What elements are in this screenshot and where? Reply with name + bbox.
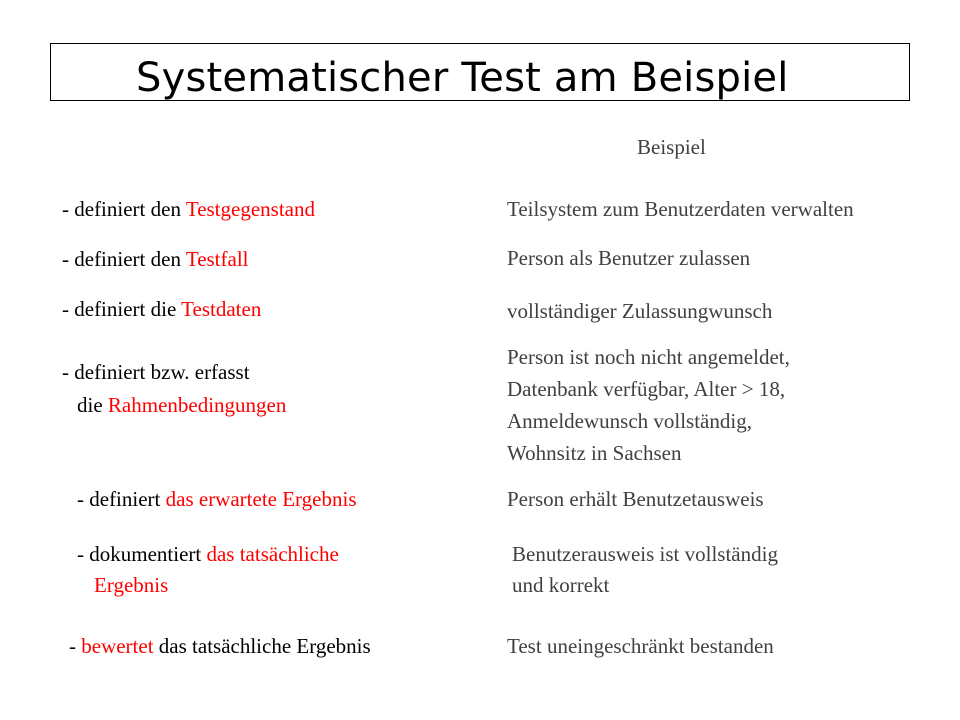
example-column-header: Beispiel: [637, 135, 706, 159]
example-rahmenbedingungen-line1: Person ist noch nicht angemeldet,: [507, 345, 790, 369]
step-rahmenbedingungen-line1: - definiert bzw. erfasst: [62, 360, 250, 384]
step-rahmenbedingungen-line2: die Rahmenbedingungen: [77, 393, 287, 417]
step-erwartetes-ergebnis: - definiert das erwartete Ergebnis: [77, 487, 357, 511]
step-tatsaechliches-ergebnis-line2: Ergebnis: [94, 573, 169, 597]
example-rahmenbedingungen-line4: Wohnsitz in Sachsen: [507, 441, 682, 465]
page-title: Systematischer Test am Beispiel: [136, 55, 789, 101]
step-testgegenstand: - definiert den Testgegenstand: [62, 197, 315, 221]
example-rahmenbedingungen-line2: Datenbank verfügbar, Alter > 18,: [507, 377, 786, 401]
example-bewertung: Test uneingeschränkt bestanden: [507, 634, 774, 658]
example-testdaten: vollständiger Zulassungwunsch: [507, 299, 773, 323]
example-testfall: Person als Benutzer zulassen: [507, 246, 751, 270]
step-bewertung: - bewertet das tatsächliche Ergebnis: [69, 634, 371, 658]
example-rahmenbedingungen-line3: Anmeldewunsch vollständig,: [507, 409, 752, 433]
step-testfall: - definiert den Testfall: [62, 247, 249, 271]
example-erwartetes-ergebnis: Person erhält Benutzetausweis: [507, 487, 764, 511]
step-tatsaechliches-ergebnis-line1: - dokumentiert das tatsächliche: [77, 542, 339, 566]
example-tatsaechliches-ergebnis-line1: Benutzerausweis ist vollständig: [512, 542, 778, 566]
step-testdaten: - definiert die Testdaten: [62, 297, 262, 321]
example-testgegenstand: Teilsystem zum Benutzerdaten verwalten: [507, 197, 854, 221]
example-tatsaechliches-ergebnis-line2: und korrekt: [512, 573, 610, 597]
